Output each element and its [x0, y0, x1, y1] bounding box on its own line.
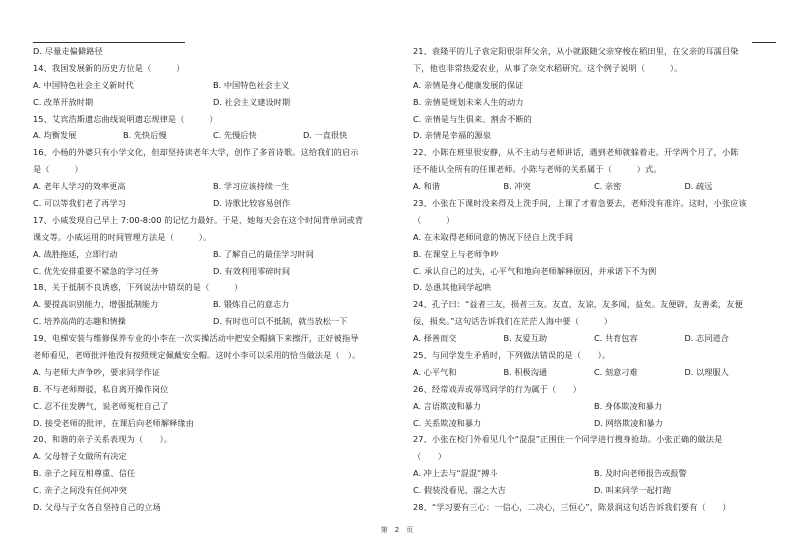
answer-option: A. 心平气和 — [413, 366, 457, 377]
answer-option: C. 共育包容 — [594, 333, 638, 344]
option-row — [33, 178, 393, 195]
question-line: 26、经常戏弄或辱骂同学的行为属于（ ） — [413, 383, 582, 394]
answer-option: C. 培养高尚的志趣和情操 — [33, 316, 126, 327]
question-line: A. 在未取得老师同意的情况下径自上洗手间 — [413, 231, 574, 242]
answer-option: A. 冲上去与“混混”搏斗 — [413, 468, 498, 479]
answer-option: B. 友爱互助 — [503, 333, 548, 344]
option-row — [33, 127, 393, 144]
option-row — [33, 313, 393, 330]
answer-option: A. 老年人学习的效率更高 — [33, 181, 126, 192]
answer-option: A. 要提高识别能力，增强抵制能力 — [33, 299, 159, 310]
answer-option: D. 以理服人 — [684, 366, 729, 377]
question-line: C. 亲情是与生俱来、割舍不断的 — [413, 113, 532, 124]
question-line: 19、电梯安装与维修保养专业的小李在一次实操活动中把安全帽摘下来擦汗，正好被指导 — [33, 333, 359, 344]
page-number: 第 2 页 — [380, 526, 414, 534]
question-line: 20、和谐的亲子关系表现为（ ）。 — [33, 434, 173, 445]
option-row — [413, 330, 775, 347]
question-line: 下，他也非常热爱农业，从事了杂交水稻研究。这个例子说明（ ）。 — [413, 62, 683, 73]
question-line: D. 父母与子女各自坚持自己的立场 — [33, 502, 161, 513]
answer-option: D. 诗歌比较容易创作 — [213, 198, 291, 209]
answer-option: A. 择善而交 — [413, 333, 457, 344]
answer-option: D. 有时也可以不抵制，就当放松一下 — [213, 316, 348, 327]
answer-option: B. 先快后慢 — [123, 130, 167, 141]
question-line: D. 亲情是幸福的源泉 — [413, 130, 492, 141]
question-line: A. 亲情是身心健康发展的保证 — [413, 79, 524, 90]
question-line: 老师看见，老师批评他没有按照规定佩戴安全帽。这时小李可以采用的恰当做法是（ ）。 — [33, 350, 361, 361]
question-line: B. 在课堂上与老师争吵 — [413, 248, 499, 259]
question-line: 还不能认全所有的任课老师。小陈与老师的关系属于（ ）式。 — [413, 164, 662, 175]
option-row — [33, 77, 393, 94]
left-question-column — [33, 43, 393, 516]
answer-option: B. 中国特色社会主义 — [213, 79, 290, 90]
answer-option: D. 叫来同学一起打跑 — [594, 485, 672, 496]
option-row — [33, 263, 393, 280]
question-line: 课文等。小威运用的时间管理方法是（ ）。 — [33, 231, 212, 242]
question-line: 是（ ） — [33, 164, 83, 175]
answer-option: C. 可以等我们老了再学习 — [33, 198, 126, 209]
question-line: 18、关于抵制不良诱惑，下列说法中错误的是（ ） — [33, 282, 243, 293]
answer-option: C. 亲密 — [594, 181, 622, 192]
option-row — [413, 482, 775, 499]
question-line: D. 怂恿其他同学起哄 — [413, 282, 492, 293]
answer-option: C. 先慢后快 — [213, 130, 257, 141]
answer-option: C. 关系欺凌和暴力 — [413, 417, 482, 428]
answer-option: B. 身体欺凌和暴力 — [594, 400, 663, 411]
answer-option: B. 积极沟通 — [503, 366, 548, 377]
question-line: A. 与老师大声争吵，要求同学作证 — [33, 366, 160, 377]
question-line: 15、艾宾浩斯遗忘曲线说明遗忘规律是（ ） — [33, 113, 218, 124]
option-row — [413, 465, 775, 482]
answer-option: B. 锻炼自己的意志力 — [213, 299, 290, 310]
answer-option: C. 假装没看见，溜之大吉 — [413, 485, 506, 496]
question-line: A. 父母替子女做所有决定 — [33, 451, 127, 462]
option-row — [33, 296, 393, 313]
answer-option: A. 和谐 — [413, 181, 441, 192]
answer-option: D. 网络欺凌和暴力 — [594, 417, 663, 428]
option-row — [413, 178, 775, 195]
answer-option: D. 社会主义建设时期 — [213, 96, 291, 107]
question-line: C. 忍不住发脾气，说老师冤枉自己了 — [33, 400, 169, 411]
answer-option: D. 有效利用零碎时间 — [213, 265, 291, 276]
question-line: 25、与同学发生矛盾时，下列做法错误的是（ ）。 — [413, 350, 611, 361]
question-line: 28、“学习要有三心：一信心，二决心，三恒心”，陈景润这句话告诉我们要有（ ） — [413, 502, 731, 513]
question-line: D. 接受老师的批评，在课后向老师解释缘由 — [33, 417, 194, 428]
option-row — [413, 364, 775, 381]
question-line: B. 亲情是规划未来人生的动力 — [413, 96, 524, 107]
question-line: 21、袁隆平的儿子袁定阳很崇拜父亲，从小就跟随父亲穿梭在稻田里，在父亲的耳濡目染 — [413, 46, 739, 56]
question-line: C. 承认自己的过失，心平气和地向老师解释原因，并承诺下不为例 — [413, 265, 657, 276]
question-line: B. 亲子之间互相尊重、信任 — [33, 468, 136, 479]
answer-option: C. 改革开放时期 — [33, 96, 94, 107]
question-line: 27、小张在校门外看见几个“混混”正围住一个同学进行搜身抢劫。小张正确的做法是 — [413, 434, 723, 445]
question-line: 17、小威发现自己早上 7:00-8:00 的记忆力最好。于是，她每天会在这个时间背单词或背 — [33, 214, 364, 225]
question-line: D. 尽量走偏僻路径 — [33, 46, 103, 56]
right-question-column — [413, 43, 775, 516]
answer-option: C. 优先安排重要不紧急的学习任务 — [33, 265, 159, 276]
answer-option: D. 疏远 — [684, 181, 713, 192]
answer-option: A. 均衡发展 — [33, 130, 77, 141]
answer-option: A. 言语欺凌和暴力 — [413, 400, 481, 411]
question-line: 23、小张在下课时没来得及上洗手间，上课了才着急要去，老师没有准许。这时，小张应该 — [413, 198, 747, 209]
question-line: 22、小陈在班里很安静，从不主动与老师讲话，遇到老师就躲着走。开学两个月了，小陈 — [413, 147, 739, 158]
question-line: 佞，损矣。”这句话告诉我们在茫茫人海中要（ ） — [413, 316, 613, 327]
answer-option: D. 志同道合 — [684, 333, 729, 344]
option-row — [413, 415, 775, 432]
answer-option: B. 及时向老师报告或报警 — [594, 468, 687, 479]
question-line: （ ） — [413, 451, 447, 462]
question-line: 14、我国发展新的历史方位是（ ） — [33, 62, 185, 73]
question-line: B. 不与老师辩驳，私自离开操作岗位 — [33, 383, 169, 394]
option-row — [33, 94, 393, 111]
answer-option: D. 一直很快 — [303, 130, 348, 141]
question-line: 24、孔子曰：“益者三友，损者三友。友直，友谅，友多闻，益矣。友便辟，友善柔，友便 — [413, 299, 743, 310]
option-row — [413, 398, 775, 415]
question-line: C. 亲子之间没有任何冲突 — [33, 485, 128, 496]
answer-option: A. 战胜拖延，立即行动 — [33, 248, 118, 259]
answer-option: B. 学习应该持续一生 — [213, 181, 290, 192]
question-line: （ ） — [413, 214, 455, 225]
option-row — [33, 195, 393, 212]
answer-option: B. 了解自己的最佳学习时间 — [213, 248, 314, 259]
question-line: 16、小杨的外婆只有小学文化，但却坚持读老年大学，创作了多首诗歌。这给我们的启示 — [33, 147, 359, 158]
answer-option: A. 中国特色社会主义新时代 — [33, 79, 134, 90]
answer-option: B. 冲突 — [503, 181, 531, 192]
answer-option: C. 刻意刁难 — [594, 366, 638, 377]
option-row — [33, 246, 393, 263]
